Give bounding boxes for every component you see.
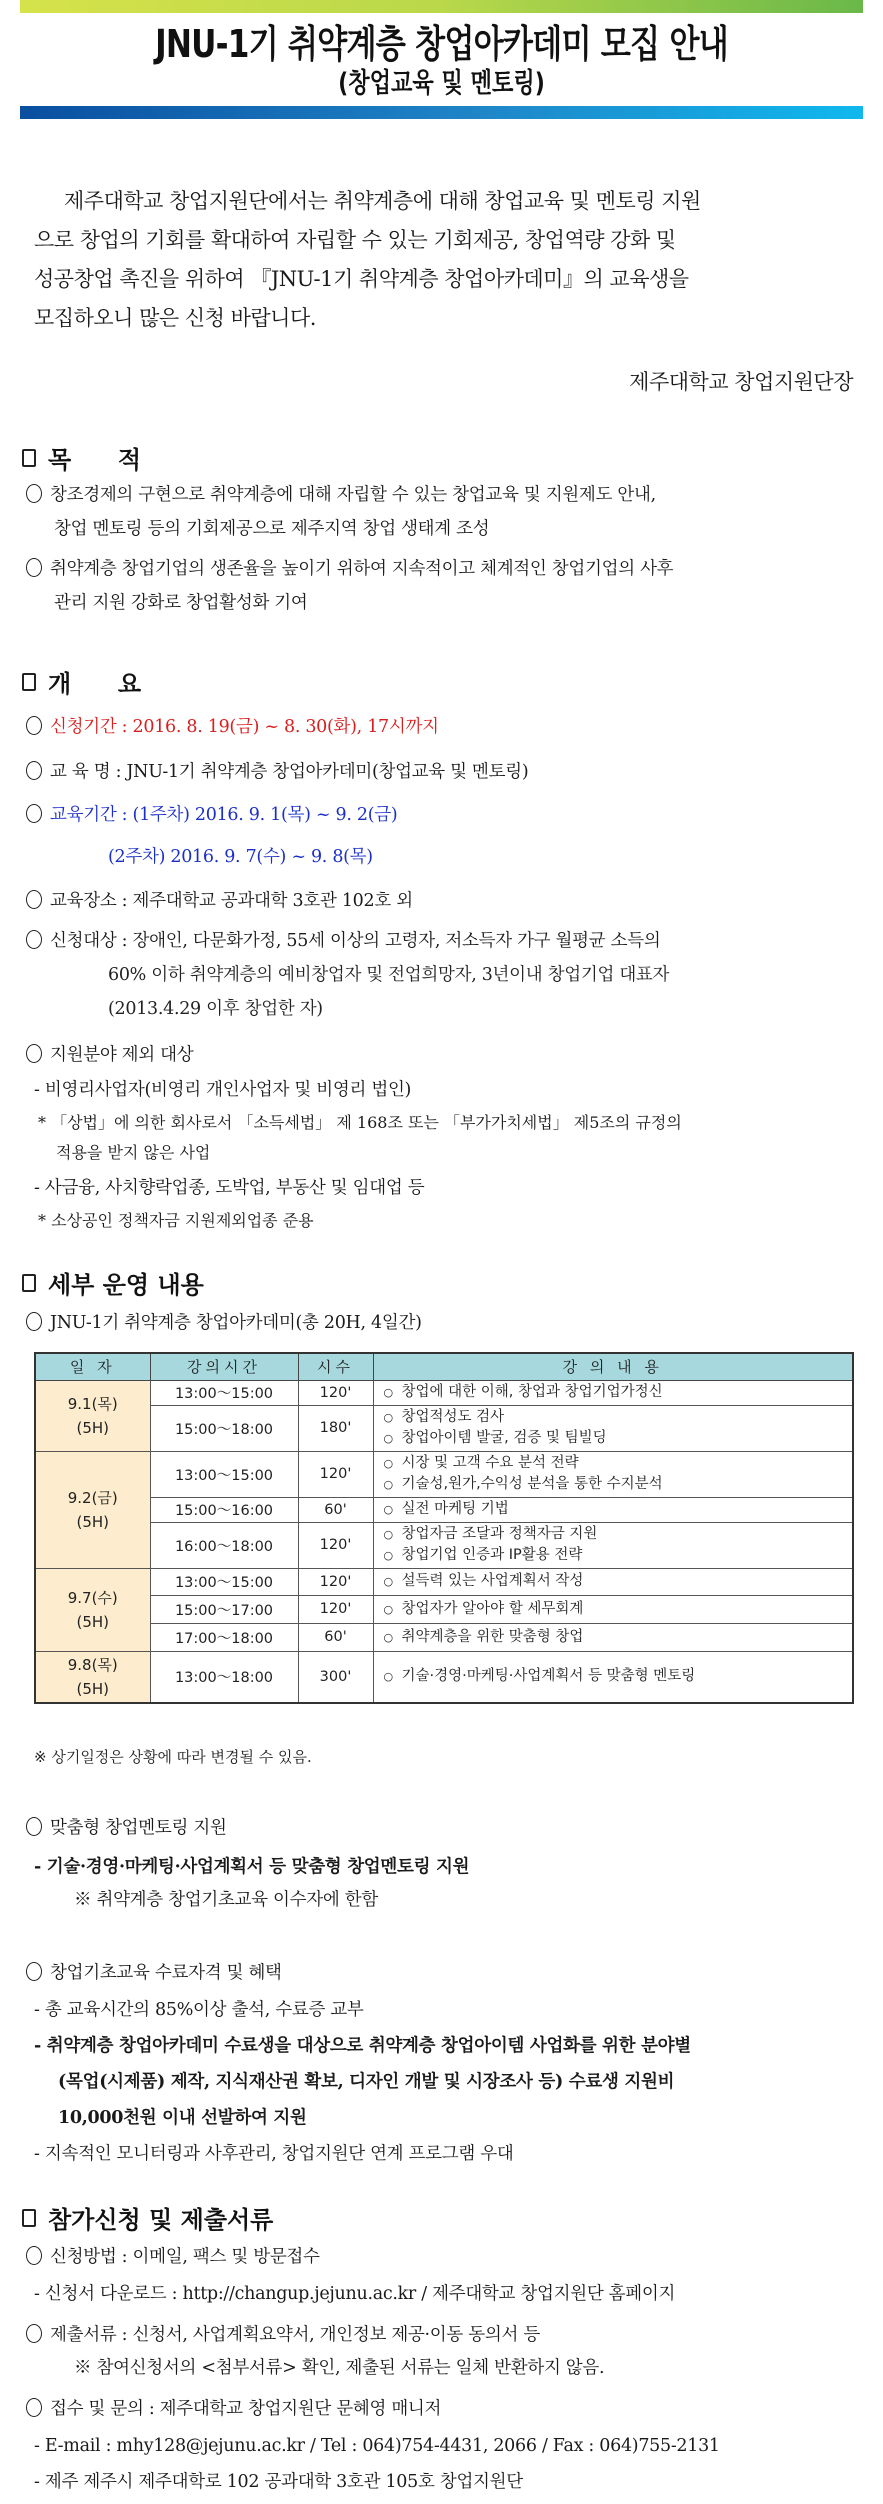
apply-period <box>26 710 856 744</box>
column-header: 일 자 <box>35 1353 150 1380</box>
application-method <box>26 2240 856 2274</box>
value: 제출서류 : 신청서, 사업계획요약서, 개인정보 제공·이동 동의서 등 <box>50 2325 540 2345</box>
content-cell: ○ 창업에 대한 이해, 창업과 창업기업가정신 <box>373 1380 853 1405</box>
value: 창업기초교육 수료자격 및 혜택 <box>50 1963 282 1983</box>
circle-bullet-icon <box>26 2398 42 2417</box>
page-subtitle: (창업교육 및 멘토링) <box>338 68 545 99</box>
circle-bullet-icon <box>26 716 42 735</box>
item-text: 관리 지원 강화로 창업활성화 기여 <box>54 593 308 613</box>
exclusion-item: - 비영리사업자(비영리 개인사업자 및 비영리 법인) <box>34 1080 412 1100</box>
completion-title <box>26 1956 856 1990</box>
table-row <box>35 1651 853 1703</box>
download-line[interactable]: - 신청서 다운로드 : http://changup.jejunu.ac.kr / 제주대학교 창업지원단 홈페이지 <box>34 2284 676 2304</box>
intro-line: 제주대학교 창업지원단에서는 취약계층에 대해 창업교육 및 멘토링 지원 <box>64 189 701 213</box>
time-cell: 13:00～15:00 <box>150 1568 298 1595</box>
value: (1주차) 2016. 9. 1(목) ~ 9. 2(금) <box>132 805 398 825</box>
section-heading-details <box>22 1265 204 1300</box>
mentoring-line: - 기술·경영·마케팅·사업계획서 등 맞춤형 창업멘토링 지원 <box>34 1857 470 1877</box>
exclusion-note: 적용을 받지 않은 사업 <box>56 1143 211 1162</box>
time-cell: 13:00～15:00 <box>150 1451 298 1497</box>
schedule-table <box>34 1352 854 1704</box>
label: 신청기간 : <box>50 717 128 737</box>
circle-bullet-icon <box>26 1962 42 1981</box>
table-row <box>35 1405 853 1451</box>
circle-bullet-icon <box>26 1312 42 1331</box>
content-cell: ○ 취약계층을 위한 맞춤형 창업 <box>373 1623 853 1651</box>
time-cell: 15:00～16:00 <box>150 1497 298 1522</box>
top-color-bar <box>20 0 863 13</box>
date-cell: 9.1(목) (5H) <box>35 1380 150 1451</box>
circle-bullet-icon <box>26 558 42 577</box>
column-header: 강의시간 <box>150 1353 298 1380</box>
section-title: 세부 운영 내용 <box>48 1271 204 1299</box>
label: 지원분야 제외 대상 <box>50 1045 194 1065</box>
signature: 제주대학교 창업지원단장 <box>629 370 853 394</box>
column-header: 시수 <box>298 1353 373 1380</box>
section-title: 목 적 <box>48 446 152 474</box>
purpose-item <box>26 478 856 546</box>
documents-note: ※ 참여신청서의 <첨부서류> 확인, 제출된 서류는 일체 반환하지 않음. <box>74 2358 605 2378</box>
minutes-cell: 300' <box>298 1651 373 1703</box>
date-cell: 9.2(금) (5H) <box>35 1451 150 1568</box>
content-cell: ○ 설득력 있는 사업계획서 작성 <box>373 1568 853 1595</box>
content-cell: ○ 실전 마케팅 기법 <box>373 1497 853 1522</box>
intro-line: 으로 창업의 기회를 확대하여 자립할 수 있는 기회제공, 창업역량 강화 및 <box>34 228 676 252</box>
item-text: 취약계층 창업기업의 생존율을 높이기 위하여 지속적이고 체계적인 창업기업의 사후 <box>50 559 674 579</box>
checkbox-square-icon <box>22 1274 36 1292</box>
circle-bullet-icon <box>26 2324 42 2343</box>
circle-bullet-icon <box>26 484 42 503</box>
section-title: 개 요 <box>48 670 152 698</box>
intro-line: 성공창업 촉진을 위하여 『JNU-1기 취약계층 창업아카데미』의 교육생을 <box>34 267 689 291</box>
table-row <box>35 1522 853 1568</box>
circle-bullet-icon <box>26 2246 42 2265</box>
address-line: - 제주 제주시 제주대학로 102 공과대학 3호관 105호 창업지원단 <box>34 2472 523 2492</box>
label: 교육장소 : <box>50 891 128 911</box>
time-cell: 16:00～18:00 <box>150 1522 298 1568</box>
time-cell: 13:00～15:00 <box>150 1380 298 1405</box>
section-heading-purpose <box>22 440 151 475</box>
minutes-cell: 120' <box>298 1522 373 1568</box>
label: 신청대상 : <box>50 931 128 951</box>
value: 제주대학교 공과대학 3호관 102호 외 <box>132 891 413 911</box>
completion-line: - 총 교육시간의 85%이상 출석, 수료증 교부 <box>34 2000 364 2020</box>
minutes-cell: 120' <box>298 1451 373 1497</box>
section-heading-overview <box>22 664 151 699</box>
value: 접수 및 문의 : 제주대학교 창업지원단 문혜영 매니저 <box>50 2399 442 2419</box>
label: 교육기간 : <box>50 805 128 825</box>
mentoring-title <box>26 1811 856 1845</box>
item-text: 창업 멘토링 등의 기회제공으로 제주지역 창업 생태계 조성 <box>54 519 490 539</box>
time-cell: 15:00～17:00 <box>150 1595 298 1623</box>
value: 맞춤형 창업멘토링 지원 <box>50 1818 227 1838</box>
content-cell: ○ 기술·경영·마케팅·사업계획서 등 맞춤형 멘토링 <box>373 1651 853 1703</box>
intro-line: 모집하오니 많은 신청 바랍니다. <box>34 306 316 330</box>
value: 60% 이하 취약계층의 예비창업자 및 전업희망자, 3년이내 창업기업 대표자 <box>108 965 670 985</box>
minutes-cell: 180' <box>298 1405 373 1451</box>
circle-bullet-icon <box>26 930 42 949</box>
contact <box>26 2392 856 2426</box>
exclusion <box>26 1038 856 1072</box>
value: JNU-1기 취약계층 창업아카데미(창업교육 및 멘토링) <box>126 762 529 782</box>
table-row <box>35 1623 853 1651</box>
checkbox-square-icon <box>22 449 36 467</box>
edu-period <box>26 798 856 832</box>
value: JNU-1기 취약계층 창업아카데미(총 20H, 4일간) <box>50 1313 422 1333</box>
intro-paragraph <box>34 182 854 338</box>
value: 장애인, 다문화가정, 55세 이상의 고령자, 저소득자 가구 월평균 소득의 <box>132 931 661 951</box>
date-cell: 9.7(수) (5H) <box>35 1568 150 1651</box>
value: 2016. 8. 19(금) ~ 8. 30(화), 17시까지 <box>132 717 439 737</box>
exclusion-note: * 소상공인 정책자금 지원제외업종 준용 <box>38 1211 314 1230</box>
table-row <box>35 1568 853 1595</box>
table-header-row <box>35 1353 853 1380</box>
minutes-cell: 120' <box>298 1380 373 1405</box>
minutes-cell: 120' <box>298 1595 373 1623</box>
item-text: 창조경제의 구현으로 취약계층에 대해 자립할 수 있는 창업교육 및 지원제도 안내, <box>50 485 656 505</box>
bottom-color-bar <box>20 106 863 119</box>
content-cell: ○ 창업자가 알아야 할 세무회계 <box>373 1595 853 1623</box>
table-row <box>35 1497 853 1522</box>
page-title: JNU-1기 취약계층 창업아카데미 모집 안내 <box>155 22 728 66</box>
circle-bullet-icon <box>26 1817 42 1836</box>
documents <box>26 2318 856 2352</box>
circle-bullet-icon <box>26 890 42 909</box>
exclusion-note: * 「상법」에 의한 회사로서 「소득세법」 제 168조 또는 「부가가치세법」 제5조의 규정의 <box>38 1113 682 1132</box>
checkbox-square-icon <box>22 2209 36 2227</box>
circle-bullet-icon <box>26 1044 42 1063</box>
mentoring-note: ※ 취약계층 창업기초교육 이수자에 한함 <box>74 1890 378 1910</box>
section-title: 참가신청 및 제출서류 <box>48 2206 274 2234</box>
circle-bullet-icon <box>26 804 42 823</box>
content-cell: ○ 창업자금 조달과 정책자금 지원 ○ 창업기업 인증과 IP활용 전략 <box>373 1522 853 1568</box>
contact-line[interactable]: - E-mail : mhy128@jejunu.ac.kr / Tel : 064)754-4431, 2066 / Fax : 064)755-2131 <box>34 2436 720 2456</box>
column-header: 강 의 내 용 <box>373 1353 853 1380</box>
minutes-cell: 120' <box>298 1568 373 1595</box>
checkbox-square-icon <box>22 673 36 691</box>
table-row <box>35 1451 853 1497</box>
time-cell: 17:00～18:00 <box>150 1623 298 1651</box>
place <box>26 884 856 918</box>
content-cell: ○ 창업적성도 검사 ○ 창업아이템 발굴, 검증 및 팀빌딩 <box>373 1405 853 1451</box>
minutes-cell: 60' <box>298 1623 373 1651</box>
completion-line: - 지속적인 모니터링과 사후관리, 창업지원단 연계 프로그램 우대 <box>34 2144 514 2164</box>
course-name <box>26 755 856 789</box>
time-cell: 13:00～18:00 <box>150 1651 298 1703</box>
table-row <box>35 1380 853 1405</box>
section-heading-application <box>22 2200 273 2235</box>
date-cell: 9.8(목) (5H) <box>35 1651 150 1703</box>
target <box>26 924 856 958</box>
schedule-note: ※ 상기일정은 상황에 따라 변경될 수 있음. <box>34 1748 312 1766</box>
value: 신청방법 : 이메일, 팩스 및 방문접수 <box>50 2247 320 2267</box>
exclusion-item: - 사금융, 사치향락업종, 도박업, 부동산 및 임대업 등 <box>34 1178 425 1198</box>
completion-line: 10,000천원 이내 선발하여 지원 <box>58 2108 307 2128</box>
value: (2주차) 2016. 9. 7(수) ~ 9. 8(목) <box>108 847 373 867</box>
label: 교 육 명 : <box>50 762 122 782</box>
circle-bullet-icon <box>26 761 42 780</box>
time-cell: 15:00～18:00 <box>150 1405 298 1451</box>
table-row <box>35 1595 853 1623</box>
content-cell: ○ 시장 및 고객 수요 분석 전략 ○ 기술성,원가,수익성 분석을 통한 수지분석 <box>373 1451 853 1497</box>
value: (2013.4.29 이후 창업한 자) <box>108 999 323 1019</box>
program-title <box>26 1306 856 1340</box>
purpose-item <box>26 552 856 620</box>
completion-line: (목업(시제품) 제작, 지식재산권 확보, 디자인 개발 및 시장조사 등) 수료생 지원비 <box>58 2072 675 2092</box>
completion-line: - 취약계층 창업아카데미 수료생을 대상으로 취약계층 창업아이템 사업화를 위한 분야별 <box>34 2036 691 2056</box>
minutes-cell: 60' <box>298 1497 373 1522</box>
